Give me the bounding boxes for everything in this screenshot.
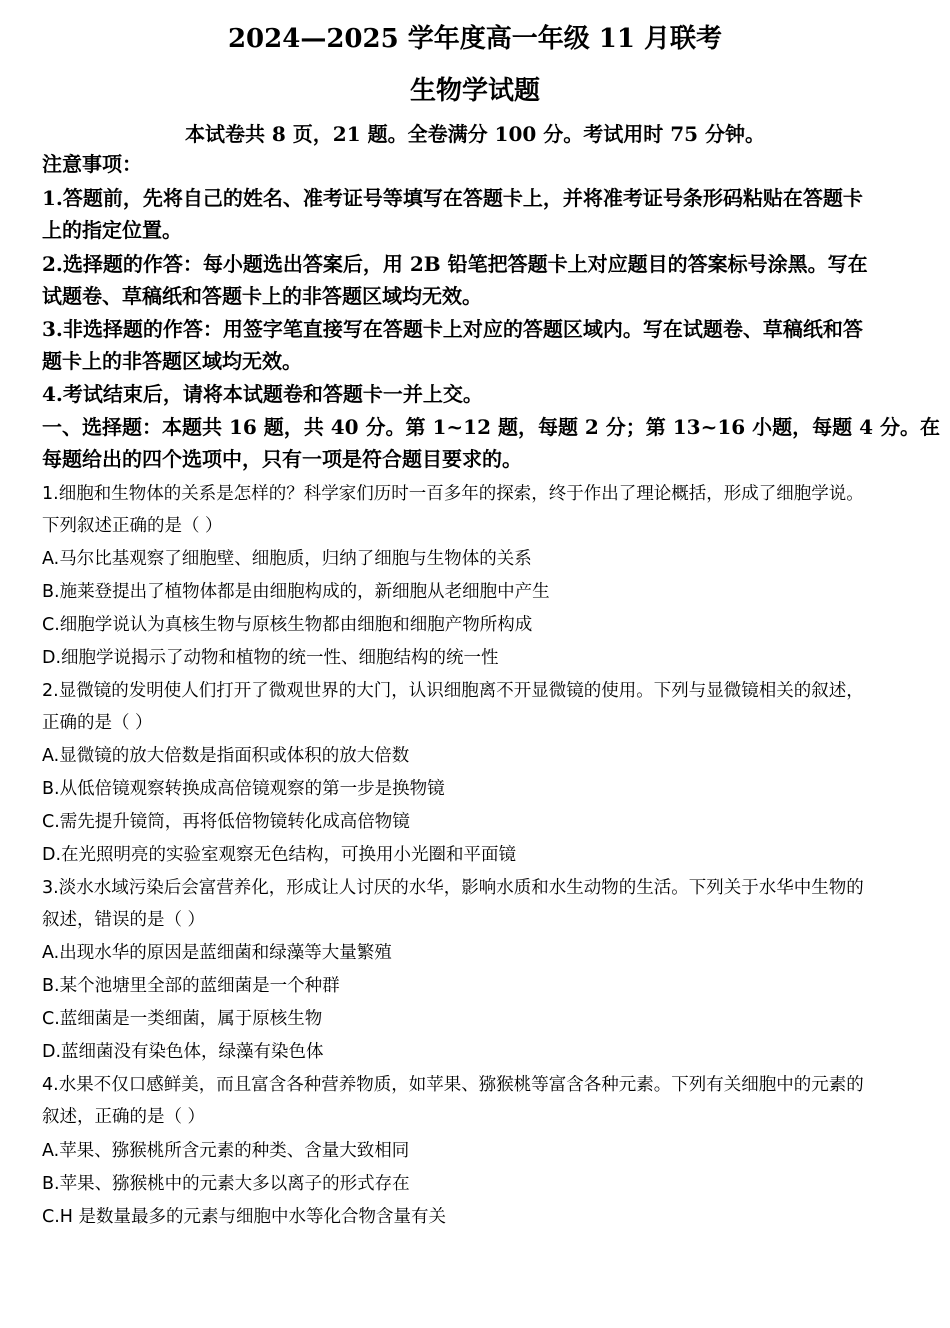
option-c: C.需先提升镜筒，再将低倍物镜转化成高倍物镜 [42,812,410,832]
question-stem: 3.淡水水域污染后会富营养化，形成让人讨厌的水华，影响水质和水生动物的生活。下列关于水华中生物的 [42,878,864,898]
option-b: B.从低倍镜观察转换成高倍镜观察的第一步是换物镜 [42,779,445,799]
section-heading: 每题给出的四个选项中，只有一项是符合题目要求的。 [42,447,522,471]
option-a: A.显微镜的放大倍数是指面积或体积的放大倍数 [42,746,410,766]
note-line: 2.选择题的作答：每小题选出答案后，用 2B 铅笔把答题卡上对应题目的答案标号涂黑。写在 [42,252,868,276]
note-line: 1.答题前，先将自己的姓名、准考证号等填写在答题卡上，并将准考证号条形码粘贴在答题卡 [42,186,863,210]
question-stem: 下列叙述正确的是（ ） [42,516,223,536]
subject-title: 生物学试题 [409,76,540,106]
exam-title: 2024—2025 学年度高一年级 11 月联考 [227,24,723,54]
question-stem: 2.显微镜的发明使人们打开了微观世界的大门，认识细胞离不开显微镜的使用。下列与显微镜相关的叙述， [42,681,864,701]
question-stem: 叙述，错误的是（ ） [42,910,206,930]
option-a: A.出现水华的原因是蓝细菌和绿藻等大量繁殖 [42,943,392,963]
question-stem: 1.细胞和生物体的关系是怎样的？科学家们历时一百多年的探索，终于作出了理论概括，形成了细胞学说。 [42,484,864,504]
option-b: B.施莱登提出了植物体都是由细胞构成的，新细胞从老细胞中产生 [42,582,550,602]
question-stem: 叙述，正确的是（ ） [42,1107,206,1127]
option-d: D.在光照明亮的实验室观察无色结构，可换用小光圈和平面镜 [42,845,517,865]
notes-heading: 注意事项： [42,152,142,176]
question-stem: 4.水果不仅口感鲜美，而且富含各种营养物质，如苹果、猕猴桃等富含各种元素。下列有关细胞中的元素的 [42,1075,864,1095]
question-stem: 正确的是（ ） [42,713,153,733]
note-line: 4.考试结束后，请将本试题卷和答题卡一并上交。 [42,382,483,406]
option-c: C.蓝细菌是一类细菌，属于原核生物 [42,1009,323,1029]
option-b: B.苹果、猕猴桃中的元素大多以离子的形式存在 [42,1174,410,1194]
option-c: C.细胞学说认为真核生物与原核生物都由细胞和细胞产物所构成 [42,615,533,635]
option-a: A.苹果、猕猴桃所含元素的种类、含量大致相同 [42,1141,410,1161]
note-line: 上的指定位置。 [42,218,182,242]
option-d: D.细胞学说揭示了动物和植物的统一性、细胞结构的统一性 [42,648,499,668]
option-b: B.某个池塘里全部的蓝细菌是一个种群 [42,976,340,996]
note-line: 试题卷、草稿纸和答题卡上的非答题区域均无效。 [42,284,482,308]
section-heading: 一、选择题：本题共 16 题，共 40 分。第 1~12 题，每题 2 分；第 13~16 小题，每题 4 分。在 [42,415,940,439]
option-d: D.蓝细菌没有染色体，绿藻有染色体 [42,1042,324,1062]
exam-info: 本试卷共 8 页，21 题。全卷满分 100 分。考试用时 75 分钟。 [184,122,766,146]
note-line: 题卡上的非答题区域均无效。 [42,349,302,373]
option-a: A.马尔比基观察了细胞壁、细胞质，归纳了细胞与生物体的关系 [42,549,532,569]
option-c: C.H 是数量最多的元素与细胞中水等化合物含量有关 [42,1207,447,1227]
note-line: 3.非选择题的作答：用签字笔直接写在答题卡上对应的答题区域内。写在试题卷、草稿纸和答 [42,317,863,341]
